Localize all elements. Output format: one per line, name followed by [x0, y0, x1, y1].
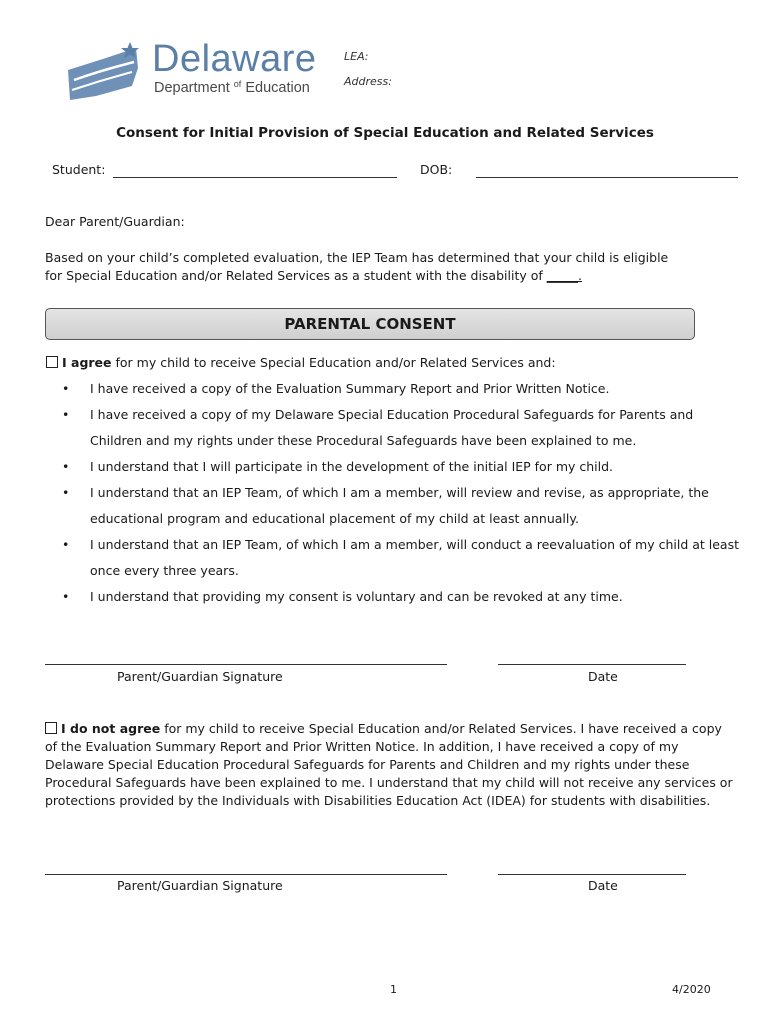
parental-consent-banner: PARENTAL CONSENT — [45, 308, 695, 340]
agree-checkbox[interactable] — [46, 356, 58, 368]
lea-label: LEA: — [344, 50, 369, 63]
student-label: Student: — [52, 162, 106, 177]
disagree-signature-line[interactable] — [45, 874, 447, 875]
disagree-date-line[interactable] — [498, 874, 686, 875]
address-label: Address: — [344, 75, 392, 88]
list-item: • I have received a copy of the Evaluation Summary Report and Prior Written Notice. — [62, 376, 742, 402]
revision-date: 4/2020 — [672, 983, 711, 996]
intro-paragraph: Based on your child’s completed evaluation, the IEP Team has determined that your child is eligible for Special Education and/or Related Services as a student with the disability of _____. — [45, 250, 669, 283]
agree-signature-label: Parent/Guardian Signature — [117, 669, 283, 684]
list-item: • I understand that an IEP Team, of which I am a member, will review and revise, as appropriate, the educational program and educational placement of my child at least annually. — [62, 480, 742, 532]
student-field[interactable] — [113, 177, 397, 178]
logo-subtitle: Department $^{of}$ Education — [154, 79, 310, 96]
agree-signature-line[interactable] — [45, 664, 447, 665]
disagree-signature-label: Parent/Guardian Signature — [117, 878, 283, 893]
page-number: 1 — [390, 983, 397, 996]
list-item: • I understand that I will participate in the development of the initial IEP for my child. — [62, 454, 742, 480]
list-item: • I understand that providing my consent is voluntary and can be revoked at any time. — [62, 584, 742, 610]
agree-row: I agree for my child to receive Special Education and/or Related Services and: — [46, 354, 556, 372]
logo-wordmark: Delaware — [152, 38, 317, 80]
list-item: • I understand that an IEP Team, of which I am a member, will conduct a reevaluation of my child at least once every three years. — [62, 532, 742, 584]
salutation: Dear Parent/Guardian: — [45, 214, 185, 229]
disagree-checkbox[interactable] — [45, 722, 57, 734]
form-title: Consent for Initial Provision of Special Education and Related Services — [116, 125, 654, 141]
list-item: • I have received a copy of my Delaware Special Education Procedural Safeguards for Parents and Children and my rights under these Procedural Safeguards have been explained to me. — [62, 402, 742, 454]
agree-date-line[interactable] — [498, 664, 686, 665]
dob-field[interactable] — [476, 177, 738, 178]
disagree-date-label: Date — [588, 878, 618, 893]
dob-label: DOB: — [420, 162, 453, 177]
agree-date-label: Date — [588, 669, 618, 684]
disability-blank: _____. — [546, 268, 582, 283]
agree-bullet-list — [62, 376, 742, 610]
disagree-paragraph: I do not agree for my child to receive Special Education and/or Related Services. I have received a copy of the Evaluation Summary Report and Prior Written Notice. In addition, I have received a copy of my Delaware Special Education Procedural Safeguards for Parents and Children and my rights under these Procedural Safeguards have been explained to me. I understand that my child will not receive any services or protections provided by the Individuals with Disabilities Education Act (IDEA) for students with disabilities. — [45, 721, 733, 808]
